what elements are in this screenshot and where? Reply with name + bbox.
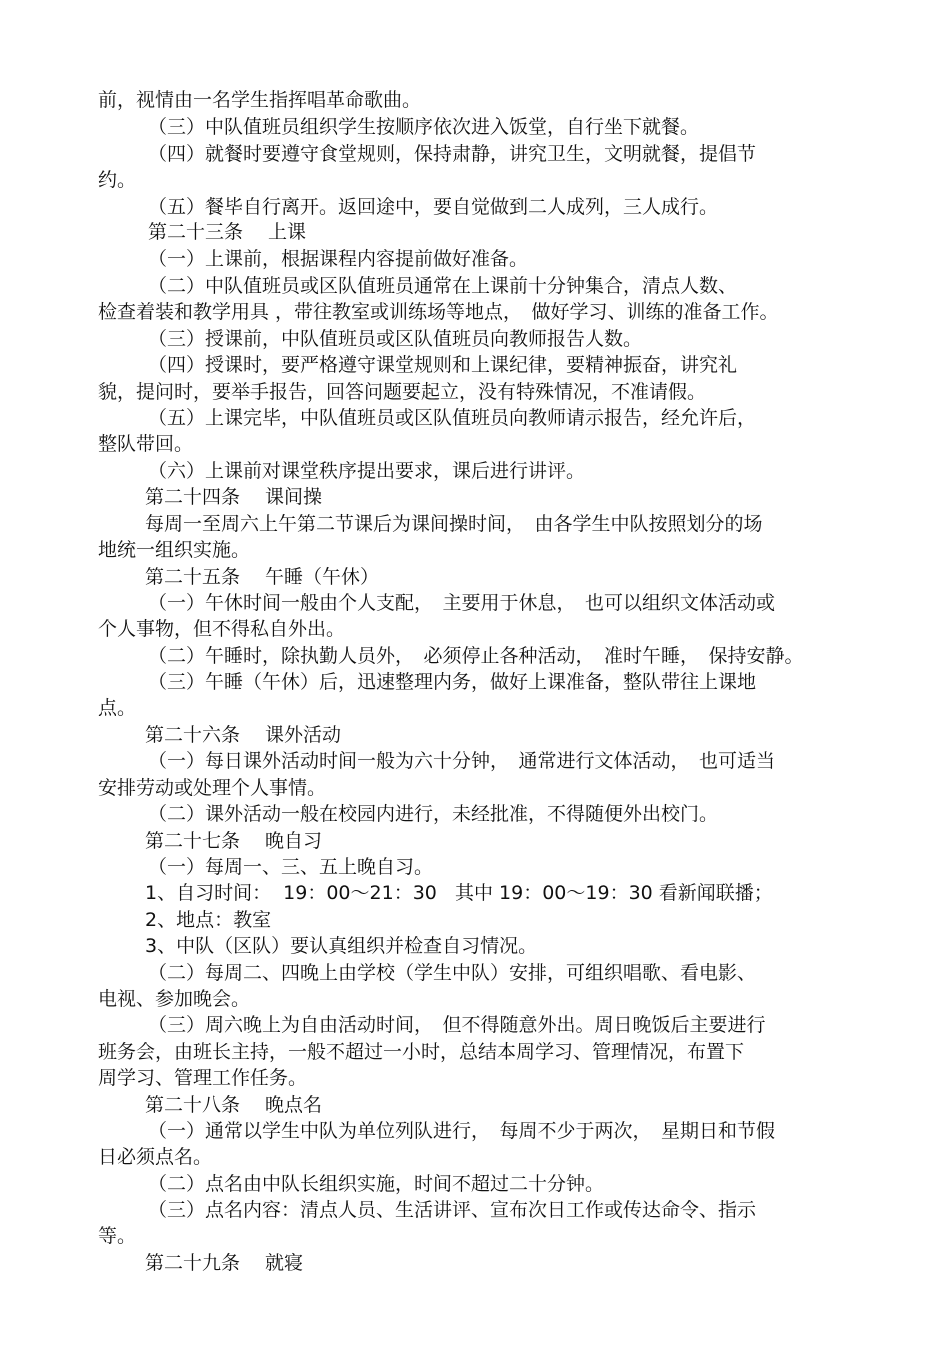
text-line: （五）上课完毕，中队值班员或区队值班员向教师请示报告，经允许后， <box>148 407 757 429</box>
text-line: 每周一至周六上午第二节课后为课间操时间， 由各学生中队按照划分的场 <box>145 513 763 535</box>
text-line: 约。 <box>98 169 137 191</box>
text-line: （二）点名由中队长组织实施，时间不超过二十分钟。 <box>148 1173 605 1195</box>
text-line: 2、地点：教室 <box>145 909 272 931</box>
text-line: （五）餐毕自行离开。返回途中，要自觉做到二人成列，三人成行。 <box>148 196 719 218</box>
text-line: （三）午睡（午休）后，迅速整理内务，做好上课准备，整队带往上课地 <box>148 671 757 693</box>
text-line: 3、中队（区队）要认真组织并检查自习情况。 <box>145 935 538 957</box>
section-heading: 第二十九条 就寝 <box>145 1252 304 1274</box>
text-line: 1、自习时间： 19：00～21：30 其中 19：00～19：30 看新闻联播； <box>145 882 773 904</box>
text-line: 地统一组织实施。 <box>98 539 251 561</box>
text-line: （三）周六晚上为自由活动时间， 但不得随意外出。周日晚饭后主要进行 <box>148 1014 766 1036</box>
text-line: （四）授课时，要严格遵守课堂规则和上课纪律，要精神振奋，讲究礼 <box>148 354 738 376</box>
text-line: （一）通常以学生中队为单位列队进行， 每周不少于两次， 星期日和节假 <box>148 1120 776 1142</box>
text-line: 日必须点名。 <box>98 1146 213 1168</box>
section-heading: 第二十六条 课外活动 <box>145 724 342 746</box>
section-heading: 第二十八条 晚点名 <box>145 1094 323 1116</box>
text-line: 整队带回。 <box>98 433 194 455</box>
section-heading: 第二十三条 上课 <box>148 221 307 243</box>
text-line: （二）午睡时，除执勤人员外， 必须停止各种活动， 准时午睡， 保持安静。 <box>148 645 804 667</box>
text-line: （二）每周二、四晚上由学校（学生中队）安排，可组织唱歌、看电影、 <box>148 962 757 984</box>
section-heading: 第二十五条 午睡（午休） <box>145 566 380 588</box>
text-line: 检查着装和教学用具 ，带往教室或训练场等地点， 做好学习、训练的准备工作。 <box>98 301 779 323</box>
text-line: 安排劳动或处理个人事情。 <box>98 777 327 799</box>
text-line: 班务会，由班长主持，一般不超过一小时，总结本周学习、管理情况，布置下 <box>98 1041 745 1063</box>
text-line: （一）每周一、三、五上晚自习。 <box>148 856 434 878</box>
text-line: （一）上课前，根据课程内容提前做好准备。 <box>148 248 529 270</box>
text-line: 等。 <box>98 1225 137 1247</box>
text-line: 个人事物，但不得私自外出。 <box>98 618 346 640</box>
section-heading: 第二十四条 课间操 <box>145 486 323 508</box>
text-line: （三）点名内容：清点人员、生活讲评、宣布次日工作或传达命令、指示 <box>148 1199 757 1221</box>
text-line: （三）授课前，中队值班员或区队值班员向教师报告人数。 <box>148 328 643 350</box>
text-line: （一）午休时间一般由个人支配， 主要用于休息， 也可以组织文体活动或 <box>148 592 776 614</box>
text-line: （二）课外活动一般在校园内进行，未经批准，不得随便外出校门。 <box>148 803 719 825</box>
text-line: 电视、参加晚会。 <box>98 988 251 1010</box>
section-heading: 第二十七条 晚自习 <box>145 830 323 852</box>
text-line: 周学习、管理工作任务。 <box>98 1067 308 1089</box>
text-line: （三）中队值班员组织学生按顺序依次进入饭堂，自行坐下就餐。 <box>148 116 700 138</box>
text-line: （六）上课前对课堂秩序提出要求，课后进行讲评。 <box>148 460 586 482</box>
text-line: （二）中队值班员或区队值班员通常在上课前十分钟集合，清点人数、 <box>148 275 738 297</box>
text-line: 貌，提问时，要举手报告，回答问题要起立，没有特殊情况，不准请假。 <box>98 381 707 403</box>
text-line: 前，视情由一名学生指挥唱革命歌曲。 <box>98 89 422 111</box>
text-line: （一）每日课外活动时间一般为六十分钟， 通常进行文体活动， 也可适当 <box>148 750 776 772</box>
text-line: （四）就餐时要遵守食堂规则，保持肃静，讲究卫生，文明就餐，提倡节 <box>148 143 757 165</box>
text-line: 点。 <box>98 697 137 719</box>
